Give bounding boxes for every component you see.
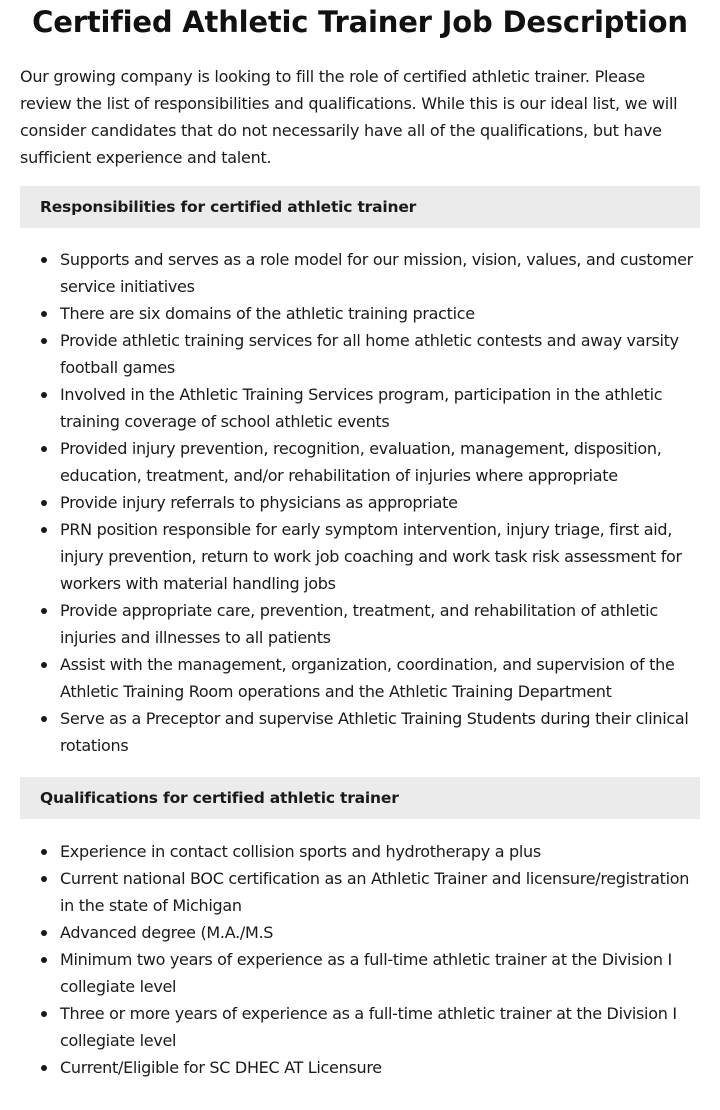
intro-paragraph: Our growing company is looking to fill the role of certified athletic trainer. Please review the list of responsibilities and qualifications. While this is our ideal list, we will consider candidates that do not necessarily have all of the qualifications, but have sufficient experience and talent. xyxy=(20,67,678,167)
bullet-icon xyxy=(41,257,47,263)
responsibility-item xyxy=(20,489,700,516)
qualification-text: Three or more years of experience as a full-time athletic trainer at the Division I collegiate level xyxy=(60,1004,677,1050)
responsibility-text: Assist with the management, organization, coordination, and supervision of the Athletic Training Room operations and the Athletic Training Department xyxy=(60,655,675,701)
responsibility-item xyxy=(20,651,700,705)
bullet-icon xyxy=(41,527,47,533)
qualification-item xyxy=(20,838,700,865)
bullet-icon xyxy=(41,1011,47,1017)
bullet-icon xyxy=(41,662,47,668)
responsibility-text: Supports and serves as a role model for our mission, vision, values, and customer service initiatives xyxy=(60,250,693,296)
responsibility-item xyxy=(20,705,700,759)
responsibility-text: Involved in the Athletic Training Services program, participation in the athletic training coverage of school athletic events xyxy=(60,385,663,431)
qualification-text: Minimum two years of experience as a full-time athletic trainer at the Division I collegiate level xyxy=(60,950,672,996)
bullet-icon xyxy=(41,608,47,614)
qualification-item xyxy=(20,1000,700,1054)
responsibility-text: PRN position responsible for early symptom intervention, injury triage, first aid, injury prevention, return to work job coaching and work task risk assessment for workers with material handling jobs xyxy=(60,520,682,593)
responsibility-item xyxy=(20,597,700,651)
bullet-icon xyxy=(41,716,47,722)
bullet-icon xyxy=(41,876,47,882)
responsibility-item xyxy=(20,327,700,381)
bullet-icon xyxy=(41,446,47,452)
qualification-text: Advanced degree (M.A./M.S xyxy=(60,923,274,942)
bullet-icon xyxy=(41,930,47,936)
responsibilities-heading: Responsibilities for certified athletic trainer xyxy=(20,186,700,228)
responsibilities-list xyxy=(20,246,700,759)
qualification-item xyxy=(20,865,700,919)
bullet-icon xyxy=(41,1065,47,1071)
page-title: Certified Athletic Trainer Job Description xyxy=(32,5,688,39)
bullet-icon xyxy=(41,338,47,344)
qualification-text: Current national BOC certification as an Athletic Trainer and licensure/registration in the state of Michigan xyxy=(60,869,690,915)
qualification-item xyxy=(20,919,700,946)
responsibility-text: Provide injury referrals to physicians as appropriate xyxy=(60,493,458,512)
responsibility-item xyxy=(20,246,700,300)
responsibility-text: Provided injury prevention, recognition, evaluation, management, disposition, education, treatment, and/or rehabilitation of injuries where appropriate xyxy=(60,439,662,485)
qualification-item xyxy=(20,1054,700,1081)
responsibility-text: Provide athletic training services for all home athletic contests and away varsity football games xyxy=(60,331,679,377)
qualification-text: Experience in contact collision sports and hydrotherapy a plus xyxy=(60,842,541,861)
bullet-icon xyxy=(41,957,47,963)
responsibility-item xyxy=(20,300,700,327)
qualification-item xyxy=(20,946,700,1000)
bullet-icon xyxy=(41,500,47,506)
responsibility-text: Serve as a Preceptor and supervise Athletic Training Students during their clinical rotations xyxy=(60,709,689,755)
qualifications-heading: Qualifications for certified athletic trainer xyxy=(20,777,700,819)
responsibility-item xyxy=(20,435,700,489)
responsibility-item xyxy=(20,381,700,435)
qualifications-list xyxy=(20,838,700,1081)
responsibility-text: Provide appropriate care, prevention, treatment, and rehabilitation of athletic injuries and illnesses to all patients xyxy=(60,601,658,647)
qualification-text: Current/Eligible for SC DHEC AT Licensure xyxy=(60,1058,382,1077)
responsibility-item xyxy=(20,516,700,597)
bullet-icon xyxy=(41,392,47,398)
bullet-icon xyxy=(41,849,47,855)
bullet-icon xyxy=(41,311,47,317)
responsibility-text: There are six domains of the athletic training practice xyxy=(60,304,475,323)
